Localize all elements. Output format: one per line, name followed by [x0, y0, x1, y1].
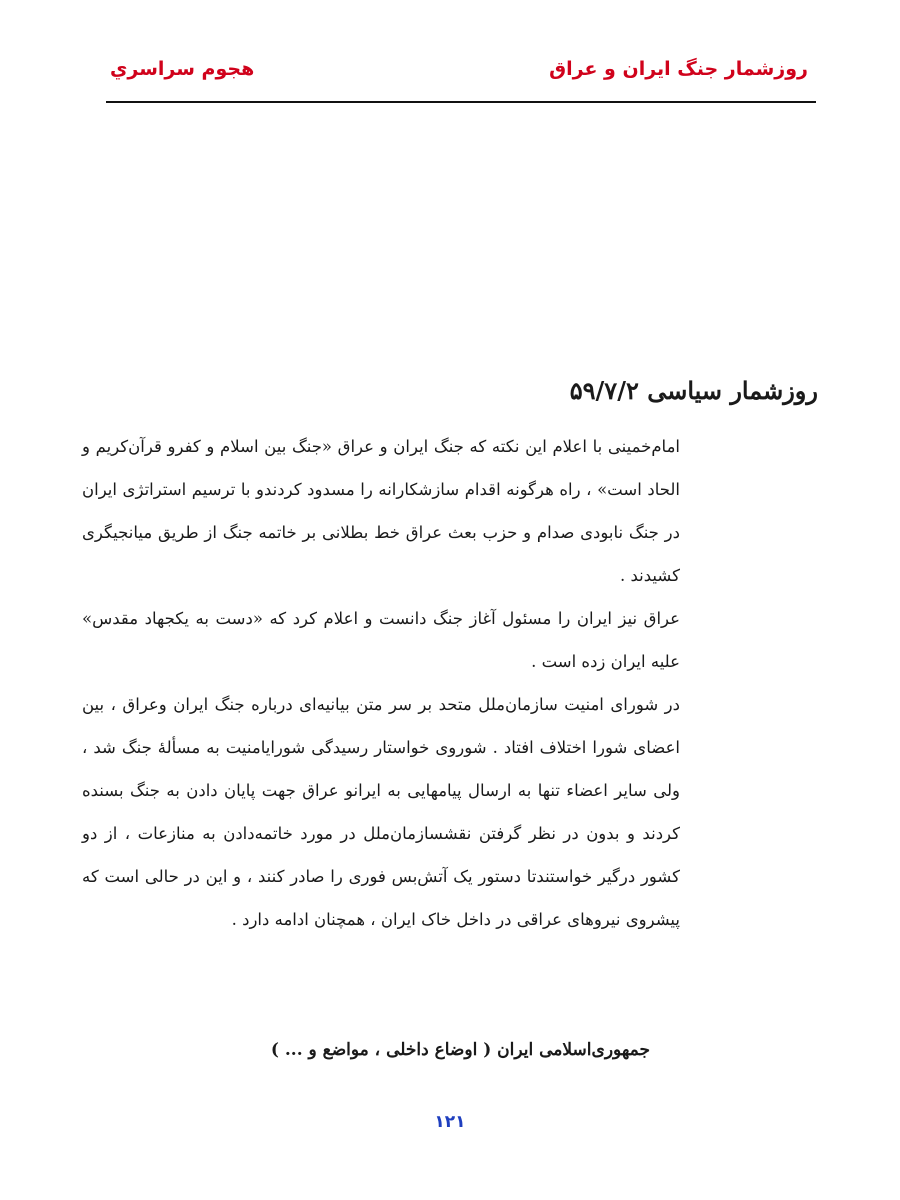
paragraph: در شورای امنیت سازمان‌ملل متحد بر سر متن بیانیه‌ای درباره جنگ ایران وعراق ، بین اعضای شورا اختلاف افتاد . شوروی خواستار رسیدگی شورایامنیت به مسألهٔ جنگ شد ، ولی سایر اعضاء تنها به ارسال پیامهایی به ایرانو عراق جهت پایان دادن به جنگ بسنده کردند و بدون در نظر گرفتن نقشسازمان‌ملل در مورد خاتمه‌دادن به منازعات ، از دو کشور درگیر خواستندتا دستور یک آتش‌بس فوری را صادر کنند ، و این در حالی است که پیشروی نیروهای عراقی در داخل خاک ایران ، همچنان ادامه دارد . [82, 695, 680, 929]
footer-caption: جمهوری‌اسلامی ایران ( اوضاع داخلی ، مواضع و ... ) [270, 1040, 650, 1060]
paragraph: امام‌خمینی با اعلام این نکته که جنگ ایران و عراق «جنگ بین اسلام و کفرو قرآن‌کریم و الحاد است» ، راه هرگونه اقدام سازشکارانه را مسدود کردندو با ترسیم استراتژی ایران در جنگ نابودی صدام و حزب بعث عراق خط بطلانی بر خاتمه جنگ از طریق میانجیگری کشیدند . [82, 437, 680, 585]
paragraph: عراق نیز ایران را مسئول آغاز جنگ دانست و اعلام کرد که «دست به یکجهاد مقدس» علیه ایران زده است . [82, 609, 680, 671]
body-text [82, 425, 680, 941]
header-book-title: روزشمار جنگ ایران و عراق [549, 58, 808, 80]
section-heading: روزشمار سیاسی ۵۹/۷/۲ [569, 376, 818, 405]
header-divider [106, 101, 816, 103]
header-volume-title: هجوم سراسري [110, 58, 255, 80]
running-header [100, 58, 816, 88]
page-number: ۱۲۱ [434, 1112, 466, 1132]
